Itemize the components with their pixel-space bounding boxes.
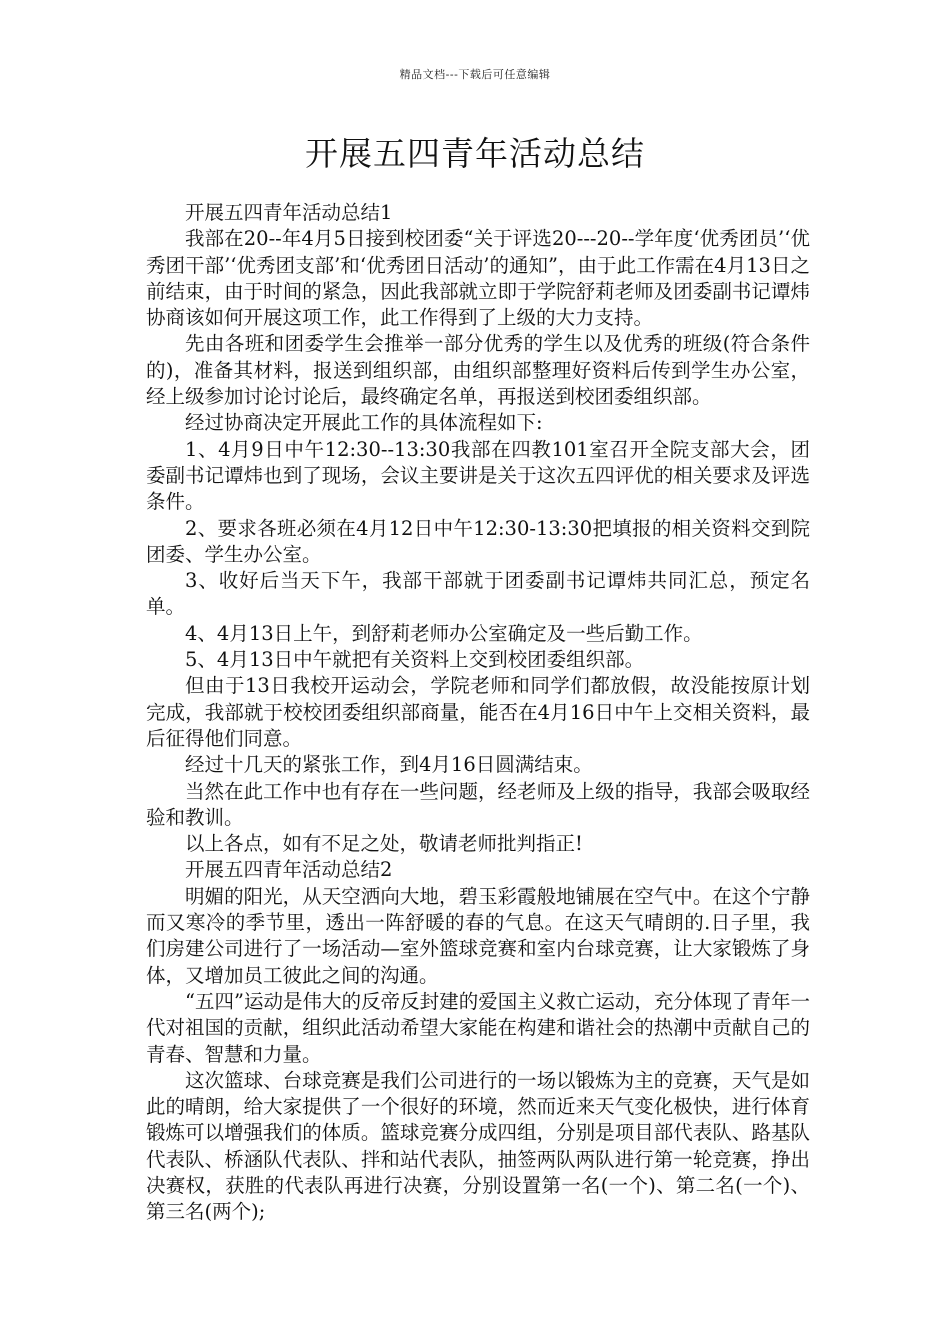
list-item: 3、收好后当天下午，我部干部就于团委副书记谭炜共同汇总，预定名单。 [146,569,810,619]
paragraph: 以上各点，如有不足之处，敬请老师批判指正! [185,832,583,856]
paragraph: “五四”运动是伟大的反帝反封建的爱国主义救亡运动，充分体现了青年一代对祖国的贡献，组织此活动希望大家能在构建和谐社会的热潮中贡献自己的青春、智慧和力量。 [146,989,810,1066]
section-heading-1: 开展五四青年活动总结1 [185,201,393,224]
paragraph: 经过十几天的紧张工作，到4月16日圆满结束。 [185,753,593,777]
paragraph: 明媚的阳光，从天空洒向大地，碧玉彩霞般地铺展在空气中。在这个宁静而又寒冷的季节里，透出一阵舒暖的春的气息。在这天气晴朗的.日子里，我们房建公司进行了一场活动—室外篮球竞赛和室内台球竞赛，让大家锻炼了身体，又增加员工彼此之间的沟通。 [146,884,810,987]
document-body [146,200,810,1226]
list-item: 5、4月13日中午就把有关资料上交到校团委组织部。 [185,648,645,672]
list-item: 4、4月13日上午，到舒莉老师办公室确定及一些后勤工作。 [185,621,703,645]
header-note: 精品文档---下载后可任意编辑 [399,68,551,81]
paragraph: 当然在此工作中也有存在一些问题，经老师及上级的指导，我部会吸取经验和教训。 [146,779,810,829]
document-title: 开展五四青年活动总结 [305,134,645,173]
list-item: 2、要求各班必须在4月12日中午12:30-13:30把填报的相关资料交到院团委、学生办公室。 [146,516,810,566]
paragraph: 我部在20--年4月5日接到校团委“关于评选20---20--学年度‘优秀团员’‘优秀团干部’‘优秀团支部’和‘优秀团日活动’的通知”，由于此工作需在4月13日之前结束，由于时间的紧急，因此我部就立即于学院舒莉老师及团委副书记谭炜协商该如何开展这项工作，此工作得到了上级的大力支持。 [146,227,810,330]
paragraph: 但由于13日我校开运动会，学院老师和同学们都放假，故没能按原计划完成，我部就于校校团委组织部商量，能否在4月16日中午上交相关资料，最后征得他们同意。 [146,674,810,750]
section-heading-2: 开展五四青年活动总结2 [185,858,393,882]
paragraph: 先由各班和团委学生会推举一部分优秀的学生以及优秀的班级(符合条件的)，准备其材料，报送到组织部，由组织部整理好资料后传到学生办公室，经上级参加讨论讨论后，最终确定名单，再报送到校团委组织部。 [146,332,810,409]
paragraph: 经过协商决定开展此工作的具体流程如下: [185,411,543,435]
paragraph: 这次篮球、台球竞赛是我们公司进行的一场以锻炼为主的竞赛，天气是如此的晴朗，给大家提供了一个很好的环境，然而近来天气变化极快，进行体育锻炼可以增强我们的体质。篮球竞赛分成四组，分别是项目部代表队、路基队代表队、桥涵队代表队、拌和站代表队，抽签两队两队进行第一轮竞赛，挣出决赛权，获胜的代表队再进行决赛，分别设置第一名(一个)、第二名(一个)、第三名(两个); [146,1068,810,1224]
list-item: 1、4月9日中午12:30--13:30我部在四教101室召开全院支部大会，团委副书记谭炜也到了现场，会议主要讲是关于这次五四评优的相关要求及评选条件。 [146,437,810,514]
